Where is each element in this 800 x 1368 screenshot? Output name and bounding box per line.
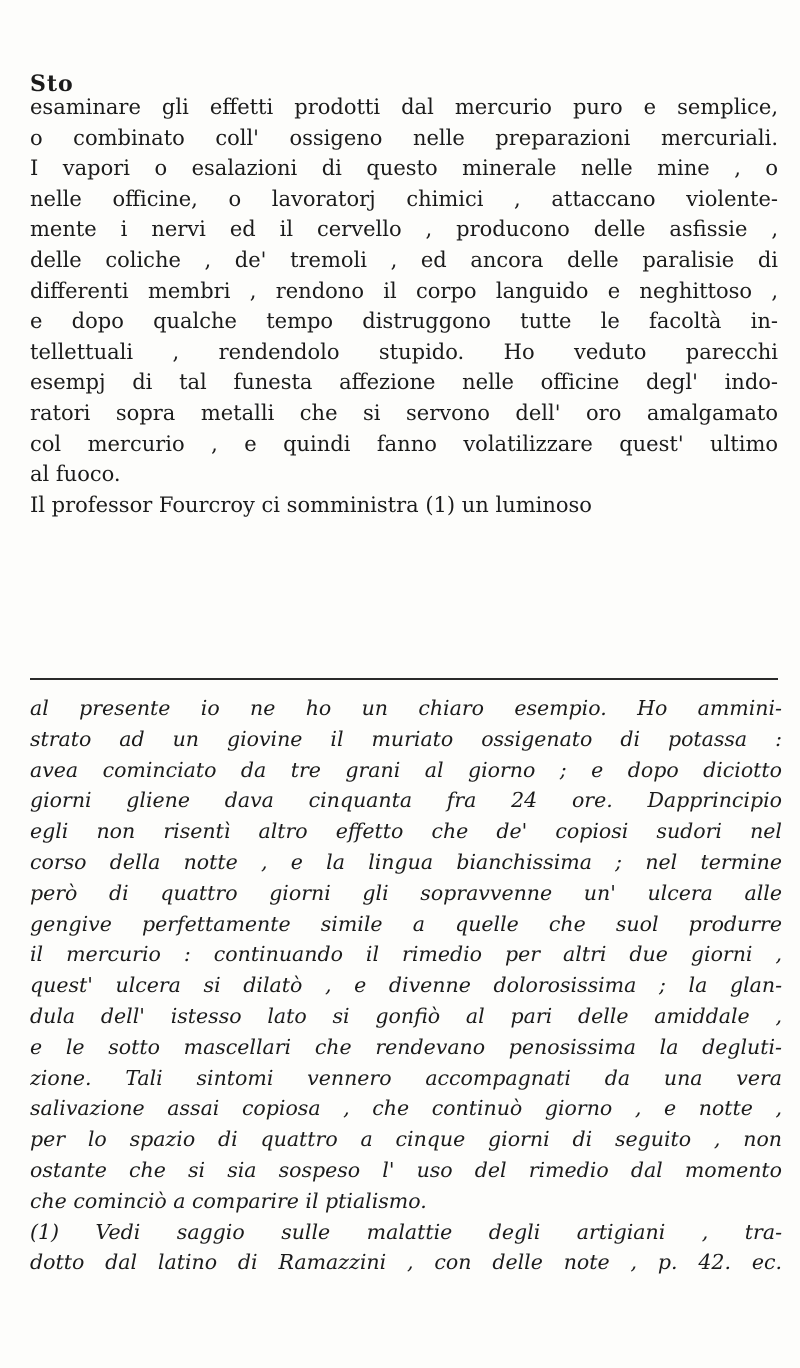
footnote-line: dotto dal latino di Ramazzini , con delle note , p. 42. ec. xyxy=(30,1250,782,1275)
text-line: ratori sopra metalli che si servono dell' oro amalgamato xyxy=(30,400,778,425)
main-text-block xyxy=(30,92,778,520)
text-line: Il professor Fourcroy ci somministra (1) un luminoso xyxy=(30,492,592,517)
text-line: differenti membri , rendono il corpo languido e neghittoso , xyxy=(30,278,778,303)
footnote-line: però di quattro giorni gli sopravvenne un' ulcera alle xyxy=(30,880,782,905)
text-line: tellettuali , rendendolo stupido. Ho veduto parecchi xyxy=(30,339,778,364)
footnote-line: al presente io ne ho un chiaro esempio. Ho ammini- xyxy=(30,696,782,720)
page-number: Sto xyxy=(30,71,74,97)
footnote-line: giorni gliene dava cinquanta fra 24 ore. Dapprincipio xyxy=(30,788,782,813)
footnote-line: strato ad un giovine il muriato ossigenato di potassa : xyxy=(30,726,782,751)
footnote-line: (1) Vedi saggio sulle malattie degli artigiani , tra- xyxy=(30,1219,782,1244)
footnote-line: e le sotto mascellari che rendevano penosissima la degluti- xyxy=(30,1034,782,1059)
footnote-line: avea cominciato da tre grani al giorno ; e dopo diciotto xyxy=(30,757,782,782)
text-line: esempj di tal funesta affezione nelle officine degl' indo- xyxy=(30,370,778,395)
footnote-line: egli non risentì altro effetto che de' copiosi sudori nel xyxy=(30,819,782,844)
text-line: esaminare gli effetti prodotti dal mercurio puro e semplice, xyxy=(30,95,778,119)
text-line: e dopo qualche tempo distruggono tutte le facoltà in- xyxy=(30,309,778,334)
text-line: delle coliche , de' tremoli , ed ancora delle paralisie di xyxy=(30,247,778,272)
text-line: mente i nervi ed il cervello , producono delle asfissie , xyxy=(30,217,778,242)
footnote-line: il mercurio : continuando il rimedio per altri due giorni , xyxy=(30,942,782,967)
footnote-block xyxy=(30,693,782,1278)
text-line: nelle officine, o lavoratorj chimici , attaccano violente- xyxy=(30,186,778,211)
text-line: col mercurio , e quindi fanno volatilizzare quest' ultimo xyxy=(30,431,778,456)
text-line: I vapori o esalazioni di questo minerale nelle mine , o xyxy=(30,156,778,181)
footnote-divider xyxy=(30,678,778,680)
footnote-line: zione. Tali sintomi vennero accompagnati da una vera xyxy=(30,1065,782,1090)
footnote-line: gengive perfettamente simile a quelle che suol produrre xyxy=(30,911,782,936)
footnote-line: salivazione assai copiosa , che continuò giorno , e notte , xyxy=(30,1096,782,1121)
footnote-line: che cominciò a comparire il ptialismo. xyxy=(30,1188,427,1213)
text-line: o combinato coll' ossigeno nelle preparazioni mercuriali. xyxy=(30,125,778,150)
footnote-line: per lo spazio di quattro a cinque giorni di seguito , non xyxy=(30,1127,782,1152)
footnote-line: ostante che si sia sospeso l' uso del rimedio dal momento xyxy=(30,1157,782,1182)
footnote-line: corso della notte , e la lingua bianchissima ; nel termine xyxy=(30,849,782,874)
footnote-line: dula dell' istesso lato si gonfiò al pari delle amiddale , xyxy=(30,1003,782,1028)
footnote-line: quest' ulcera si dilatò , e divenne dolorosissima ; la glan- xyxy=(30,973,782,998)
text-line: al fuoco. xyxy=(30,462,121,487)
